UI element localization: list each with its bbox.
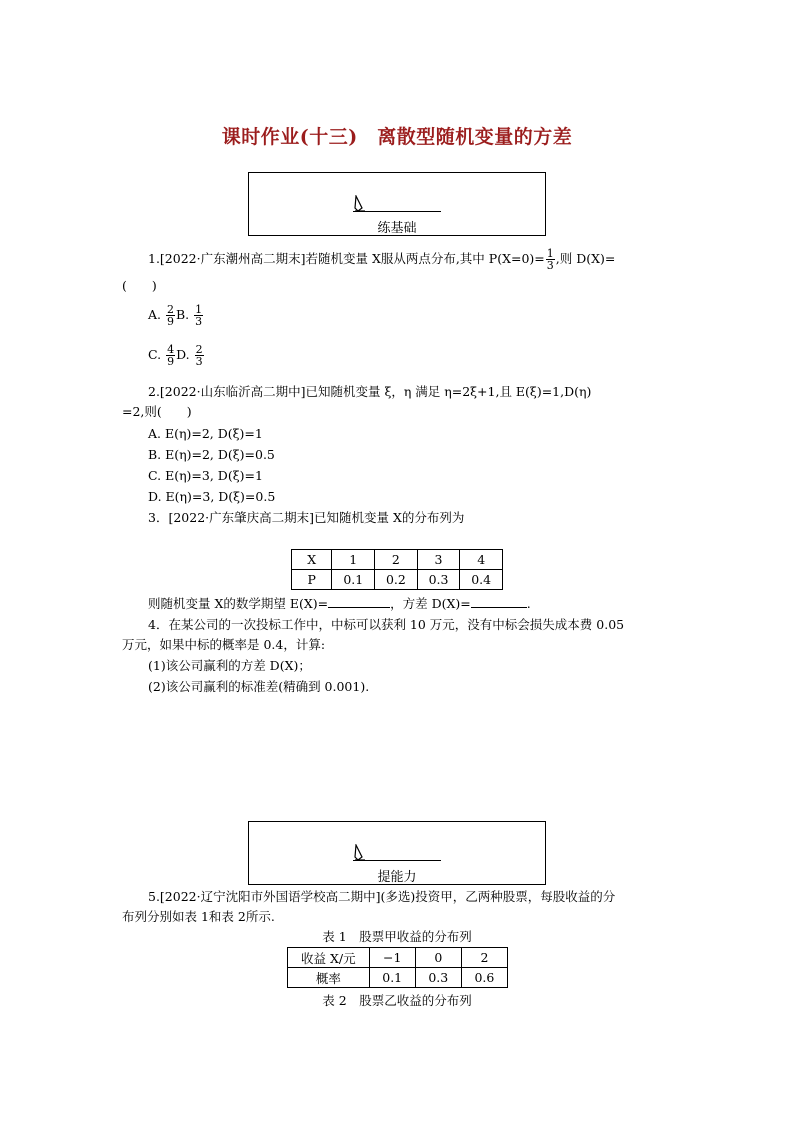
question-4-line-2: 万元，如果中标的概率是 0.4，计算: [122,637,326,652]
answer-blank-variance[interactable] [471,595,527,608]
question-1-paren: ( ) [122,278,157,293]
section-box-advanced [248,821,546,885]
section-underline [353,211,441,212]
option-b-fraction: $\frac{1}{3}$ [195,303,203,328]
question-2-stem-1: 2.[2022·山东临沂高二期中]已知随机变量 ξ，η 满足 η=2ξ+1,且 E(ξ)=1,D(η) [148,384,592,399]
section-underline [353,860,441,861]
question-4-sub-2: (2)该公司赢利的标准差(精确到 0.001). [148,679,370,694]
question-2-option-b: B. E(η)=2, D(ξ)=0.5 [148,447,275,462]
table-row: X 1 2 3 4 [292,550,503,570]
question-1-options-ab: A. $\frac{2}{9}$ B. $\frac{1}{3}$ [148,303,203,328]
q1-stem-a: 1.[2022·广东潮州高二期末]若随机变量 X服从两点分布,其中 P(X=0)= [148,251,545,266]
question-3-after: 则随机变量 X的数学期望 E(X)= ，方差 D(X)= . [148,596,531,611]
question-4-line-1: 4．在某公司的一次投标工作中，中标可以获利 10 万元，没有中标会损失成本费 0.05 [148,617,625,632]
question-1-stem [148,248,615,271]
table-row: 收益 X/元 −1 0 2 [288,948,508,968]
question-5-line-1: 5.[2022·辽宁沈阳市外国语学校高二期中](多选)投资甲，乙两种股票，每股收益的分 [148,889,616,904]
question-2-option-c: C. E(η)=3, D(ξ)=1 [148,468,263,483]
option-c-fraction: $\frac{4}{9}$ [167,343,175,368]
question-2-option-a: A. E(η)=2, D(ξ)=1 [148,426,263,441]
table-row: 概率 0.1 0.3 0.6 [288,968,508,988]
page-title: 课时作业(十三) 离散型随机变量的方差 [221,126,573,148]
table-1-caption: 表 1 股票甲收益的分布列 [322,929,472,944]
q3-distribution-table [291,549,503,590]
question-1-options-cd: C. $\frac{4}{9}$ D. $\frac{2}{3}$ [148,343,203,368]
table-2-caption: 表 2 股票乙收益的分布列 [322,993,472,1008]
section-label-basic: 练基础 [377,221,417,236]
section-box-basic [248,172,546,236]
question-2-stem-2: =2,则( ) [122,404,192,419]
option-d-fraction: $\frac{2}{3}$ [195,343,203,368]
section-label-advanced: 提能力 [377,870,417,885]
option-a-fraction: $\frac{2}{9}$ [167,303,174,328]
table-row: P 0.1 0.2 0.3 0.4 [292,570,503,590]
question-5-line-2: 布列分别如表 1和表 2所示. [122,909,275,924]
q5-table-1 [287,947,508,988]
q1-stem-b: ,则 D(X)= [555,251,616,266]
question-3-stem: 3．[2022·广东肇庆高二期末]已知随机变量 X的分布列为 [148,510,465,525]
question-2-option-d: D. E(η)=3, D(ξ)=0.5 [148,489,276,504]
q1-fraction: $\frac{1}{3}$ [546,247,554,272]
answer-blank-expectation[interactable] [328,595,390,608]
question-4-sub-1: (1)该公司赢利的方差 D(X)； [148,658,311,673]
